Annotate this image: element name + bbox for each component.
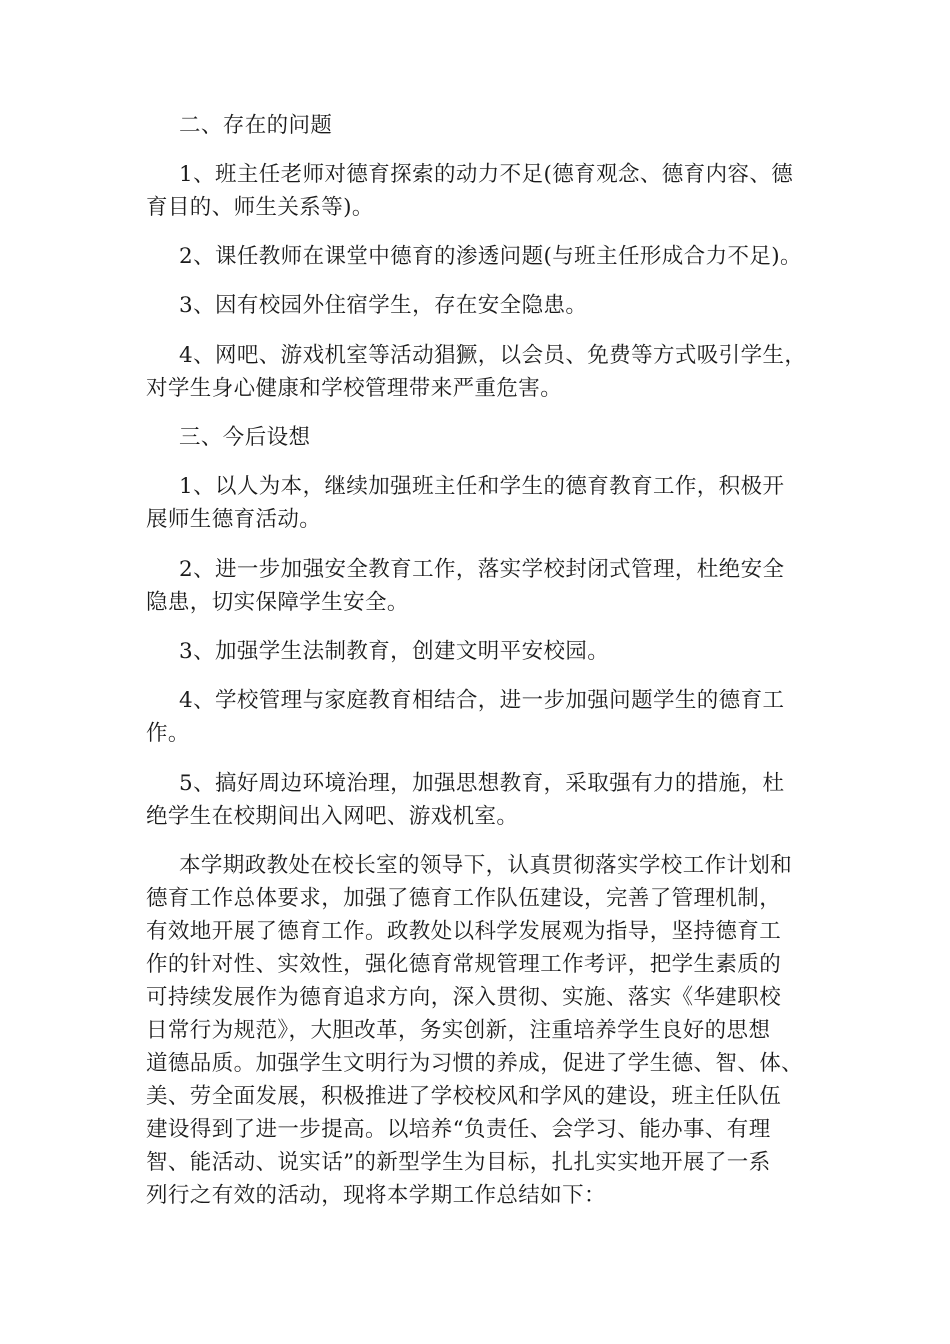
paragraph-line: 展师生德育活动。: [146, 507, 322, 532]
section-heading-plans: 三、今后设想: [179, 425, 311, 450]
paragraph-line: 美、劳全面发展，积极推进了学校校风和学风的建设，班主任队伍: [146, 1084, 782, 1109]
paragraph-line: 可持续发展作为德育追求方向，深入贯彻、实施、落实《华建职校: [146, 985, 782, 1010]
paragraph-line: 2、进一步加强安全教育工作，落实学校封闭式管理，杜绝安全: [179, 557, 785, 582]
paragraph-line: 列行之有效的活动，现将本学期工作总结如下：: [146, 1183, 606, 1208]
paragraph-line: 隐患，切实保障学生安全。: [146, 590, 409, 615]
paragraph-line: 3、因有校园外住宿学生，存在安全隐患。: [179, 293, 588, 318]
paragraph-line: 建设得到了进一步提高。以培养“负责任、会学习、能办事、有理: [146, 1117, 771, 1142]
paragraph-line: 作。: [146, 721, 190, 746]
paragraph-line: 作的针对性、实效性，强化德育常规管理工作考评，把学生素质的: [146, 952, 782, 977]
paragraph-line: 2、课任教师在课堂中德育的渗透问题(与班主任形成合力不足)。: [179, 244, 802, 269]
paragraph-line: 本学期政教处在校长室的领导下，认真贯彻落实学校工作计划和: [179, 853, 793, 878]
paragraph-line: 绝学生在校期间出入网吧、游戏机室。: [146, 804, 519, 829]
paragraph-line: 1、班主任老师对德育探索的动力不足(德育观念、德育内容、德: [179, 162, 794, 187]
section-heading-problems: 二、存在的问题: [179, 113, 333, 138]
paragraph-line: 4、网吧、游戏机室等活动猖獗，以会员、免费等方式吸引学生，: [179, 343, 807, 368]
paragraph-line: 4、学校管理与家庭教育相结合，进一步加强问题学生的德育工: [179, 688, 785, 713]
paragraph-line: 智、能活动、说实话”的新型学生为目标，扎扎实实地开展了一系: [146, 1150, 771, 1175]
paragraph-line: 5、搞好周边环境治理，加强思想教育，采取强有力的措施，杜: [179, 771, 785, 796]
paragraph-line: 德育工作总体要求，加强了德育工作队伍建设，完善了管理机制，: [146, 886, 782, 911]
paragraph-line: 3、加强学生法制教育，创建文明平安校园。: [179, 639, 610, 664]
paragraph-line: 道德品质。加强学生文明行为习惯的养成，促进了学生德、智、体、: [146, 1051, 804, 1076]
paragraph-line: 有效地开展了德育工作。政教处以科学发展观为指导，坚持德育工: [146, 919, 782, 944]
paragraph-line: 日常行为规范》，大胆改革，务实创新，注重培养学生良好的思想: [146, 1018, 771, 1043]
paragraph-line: 对学生身心健康和学校管理带来严重危害。: [146, 376, 563, 401]
paragraph-line: 1、以人为本，继续加强班主任和学生的德育教育工作，积极开: [179, 474, 785, 499]
paragraph-line: 育目的、师生关系等)。: [146, 195, 374, 220]
